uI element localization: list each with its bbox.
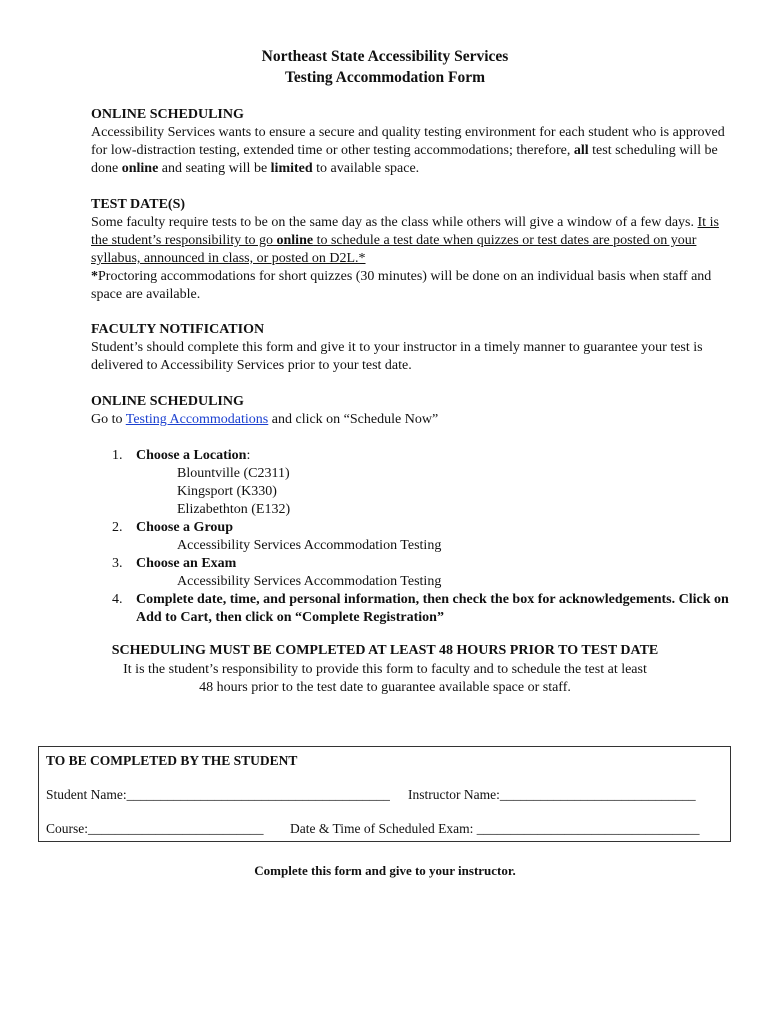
body-text: to available space. [312, 161, 420, 176]
step-item [112, 555, 732, 591]
section-heading: FACULTY NOTIFICATION [91, 322, 265, 337]
body-text: Accessibility Services wants to ensure a secure and quality testing environment for each student who is approved for low-distraction testing, extended time or other testing accommodations; therefore, [91, 125, 725, 158]
step-item [112, 447, 732, 519]
course-field[interactable] [46, 821, 264, 837]
body-text: and seating will be [158, 161, 271, 176]
body-text: and click on “Schedule Now” [268, 412, 439, 427]
step-title: Choose an Exam [136, 556, 237, 571]
field-blank[interactable]: __________________________ [88, 821, 264, 836]
body-bold: limited [270, 161, 313, 176]
step-title: Choose a Location [136, 448, 247, 463]
exam-datetime-field[interactable] [290, 821, 699, 837]
body-text: It is the student’s responsibility to go [91, 215, 719, 248]
body-text: Go to [91, 412, 126, 427]
step-option: Kingsport (K330) [177, 484, 277, 499]
section-body: Student’s should complete this form and give it to your instructor in a timely manner to guarantee your test is delivered to Accessibility Services prior to your test date. [91, 340, 703, 373]
body-text: test scheduling will be done [91, 143, 718, 176]
step-option: Elizabethton (E132) [177, 502, 291, 517]
field-blank[interactable]: _________________________________ [476, 821, 700, 836]
deadline-heading: SCHEDULING MUST BE COMPLETED AT LEAST 48 HOURS PRIOR TO TEST DATE [111, 643, 659, 658]
proctoring-note [91, 268, 731, 304]
field-blank[interactable]: _______________________________________ [126, 787, 390, 802]
field-blank[interactable]: _____________________________ [499, 787, 696, 802]
body-bold: online [276, 233, 314, 248]
step-number: 4. [112, 592, 123, 607]
body-bold: all [573, 143, 589, 158]
section-online-scheduling-intro [91, 106, 731, 178]
student-info-box [38, 746, 731, 842]
field-label: Course: [46, 821, 88, 836]
section-body [91, 214, 731, 268]
step-number: 3. [112, 556, 123, 571]
section-heading: ONLINE SCHEDULING [91, 107, 244, 122]
field-label: Instructor Name: [408, 787, 500, 802]
step-option: Accessibility Services Accommodation Testing [177, 538, 442, 553]
field-label: Date & Time of Scheduled Exam: [290, 821, 477, 836]
step-option: Accessibility Services Accommodation Testing [177, 574, 442, 589]
box-heading: TO BE COMPLETED BY THE STUDENT [46, 753, 298, 768]
section-faculty-notification [91, 321, 731, 375]
note-asterisk: * [91, 269, 98, 284]
student-name-field[interactable] [46, 787, 390, 803]
section-heading: ONLINE SCHEDULING [91, 394, 244, 409]
section-online-scheduling-steps [91, 393, 731, 429]
body-text: Proctoring accommodations for short quizzes (30 minutes) will be done on an individual basis when staff and space are available. [91, 269, 712, 302]
step-title: Complete date, time, and personal information, then check the box for acknowledgements. Click on Add to Cart, then click on “Complete Registration” [136, 592, 729, 625]
section-heading: TEST DATE(S) [91, 197, 186, 212]
steps-list [112, 447, 732, 627]
testing-accommodations-link[interactable]: Testing Accommodations [125, 412, 269, 427]
field-label: Student Name: [46, 787, 127, 802]
step-colon: : [246, 448, 251, 463]
step-item [112, 519, 732, 555]
step-option: Blountville (C2311) [177, 466, 290, 481]
goto-line [91, 411, 731, 429]
section-test-dates [91, 196, 731, 304]
deadline-line-2: 48 hours prior to the test date to guarantee available space or staff. [199, 680, 571, 695]
body-text: Some faculty require tests to be on the same day as the class while others will give a window of a few days. [91, 215, 698, 230]
step-title: Choose a Group [136, 520, 233, 535]
footer-instruction: Complete this form and give to your instructor. [254, 863, 516, 878]
title-line-2: Testing Accommodation Form [284, 69, 486, 86]
deadline-line-1: It is the student’s responsibility to provide this form to faculty and to schedule the test at least [123, 662, 647, 677]
instructor-name-field[interactable] [408, 787, 696, 803]
title-line-1: Northeast State Accessibility Services [261, 48, 509, 65]
step-number: 2. [112, 520, 123, 535]
section-body [91, 124, 731, 178]
step-number: 1. [112, 448, 123, 463]
step-item [112, 591, 732, 627]
body-bold: online [121, 161, 159, 176]
body-text: to schedule a test date when quizzes or test dates are posted on your syllabus, announced in class, or posted on D2L.* [91, 233, 697, 266]
